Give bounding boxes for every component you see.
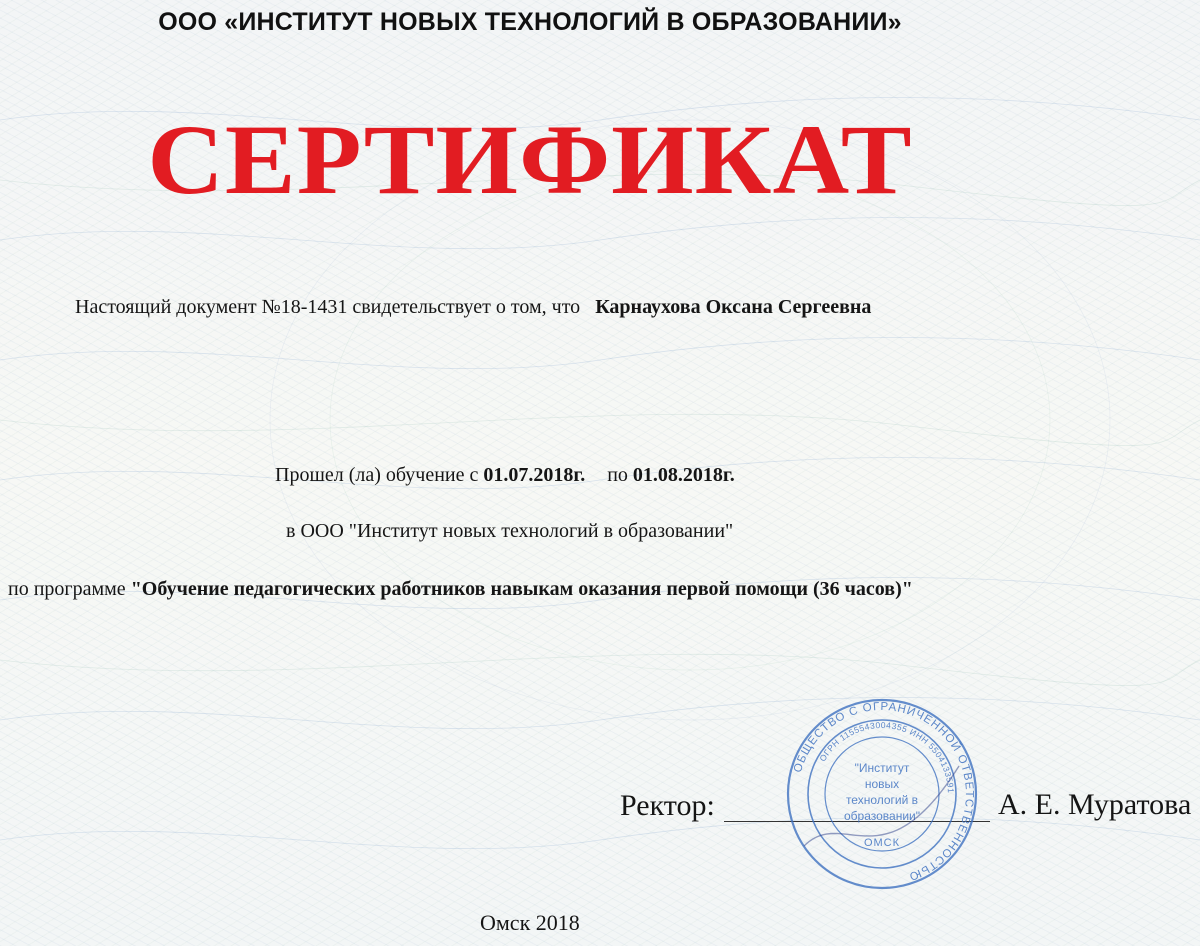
signature-role: Ректор:	[620, 789, 715, 822]
official-stamp	[784, 696, 980, 892]
stamp-center-line-1: "Институт	[854, 761, 910, 775]
start-date: 01.07.2018г.	[483, 464, 586, 486]
stamp-center-line-4: образовании"	[843, 809, 921, 823]
program-prefix: по программе	[8, 578, 126, 600]
to-word: по	[607, 464, 628, 486]
recipient-name: Карнаухова Оксана Сергеевна	[595, 296, 872, 318]
stamp-ids-text: ОГРН 1155543004355 ИНН 5504133591	[817, 719, 957, 794]
statement-line	[75, 296, 871, 319]
certificate-title: СЕРТИФИКАТ	[147, 104, 913, 215]
signatory-name: А. Е. Муратова	[998, 788, 1192, 821]
stamp-center-line-3: технологий в	[845, 793, 919, 807]
end-date: 01.08.2018г.	[632, 464, 735, 486]
footer-city-year: Омск 2018	[480, 910, 580, 935]
statement-text: Настоящий документ №18-1431 свидетельствует о том, что	[75, 296, 581, 318]
stamp-outer-text: ОБЩЕСТВО С ОГРАНИЧЕННОЙ ОТВЕТСТВЕННОСТЬЮ	[791, 700, 976, 883]
training-prefix: Прошел (ла) обучение с	[275, 464, 479, 486]
training-period-line	[275, 464, 735, 487]
organization-title: ООО «ИНСТИТУТ НОВЫХ ТЕХНОЛОГИЙ В ОБРАЗОВАНИИ»	[158, 8, 902, 36]
stamp-city: ОМСК	[863, 837, 901, 849]
program-line	[8, 578, 913, 601]
stamp-center-line-2: новых	[864, 777, 900, 791]
program-name: "Обучение педагогических работников навыкам оказания первой помощи (36 часов)"	[130, 578, 913, 600]
institution-line: в ООО "Институт новых технологий в образовании"	[286, 520, 734, 542]
